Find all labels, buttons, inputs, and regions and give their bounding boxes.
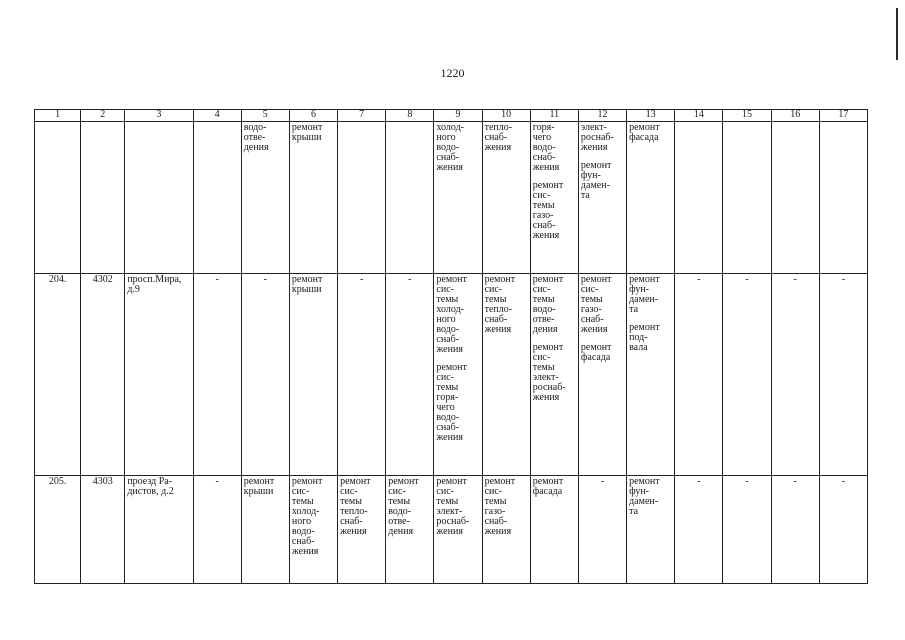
- column-number: 4: [193, 110, 241, 122]
- table-cell: [578, 274, 626, 476]
- column-number: 7: [338, 110, 386, 122]
- column-number: 10: [482, 110, 530, 122]
- table-row: [35, 476, 868, 584]
- table-cell: [819, 122, 867, 274]
- table-cell: [434, 122, 482, 274]
- table-cell: [627, 476, 675, 584]
- cell-entry: проезд Ра- дистов, д.2: [127, 476, 174, 497]
- table-cell: [289, 274, 337, 476]
- cell-entry: ремонт сис- темы газо- снаб- жения: [484, 476, 516, 537]
- table-cell: [723, 122, 771, 274]
- table-cell: [386, 122, 434, 274]
- scan-edge-mark: [896, 8, 898, 60]
- cell-entry: ремонт сис- темы тепло- снаб- жения: [340, 476, 371, 537]
- table-cell: [81, 476, 125, 584]
- table-cell: [482, 476, 530, 584]
- cell-entry: -: [841, 274, 846, 285]
- cell-entry: холод- ного водо- снаб- жения: [436, 122, 465, 173]
- table-row: [35, 274, 868, 476]
- page-number: 1220: [440, 66, 465, 80]
- column-number: 5: [241, 110, 289, 122]
- repair-table: [34, 109, 868, 584]
- column-number: 3: [125, 110, 193, 122]
- cell-entry: ремонт фасада: [580, 342, 612, 363]
- table-cell: [530, 476, 578, 584]
- column-number: 15: [723, 110, 771, 122]
- column-number-row: [35, 110, 868, 122]
- cell-entry: ремонт крыши: [291, 274, 323, 295]
- table-cell: [771, 274, 819, 476]
- cell-entry: -: [745, 274, 749, 285]
- table-cell: [241, 274, 289, 476]
- table-cell: [35, 274, 81, 476]
- table-cell: [338, 476, 386, 584]
- cell-entry: -: [263, 274, 267, 285]
- table-cell: [675, 122, 723, 274]
- table-cell: [35, 122, 81, 274]
- column-number: 16: [771, 110, 819, 122]
- cell-entry: -: [841, 476, 846, 487]
- cell-entry: ремонт фун- дамен- та: [580, 160, 612, 201]
- table-cell: [289, 122, 337, 274]
- table-cell: [819, 274, 867, 476]
- cell-entry: 4302: [92, 274, 113, 285]
- table-cell: [578, 476, 626, 584]
- cell-entry: ремонт фун- дамен- та: [629, 476, 660, 517]
- table-cell: [819, 476, 867, 584]
- column-number: 9: [434, 110, 482, 122]
- cell-entry: ремонт крыши: [291, 122, 323, 143]
- cell-entry: ремонт сис- темы холод- ного водо- снаб- жения: [291, 476, 323, 557]
- table-cell: [125, 274, 193, 476]
- cell-entry: ремонт фасада: [532, 476, 564, 497]
- table-cell: [434, 476, 482, 584]
- cell-entry: ремонт сис- темы элект- роснаб- жения: [436, 476, 470, 537]
- table-cell: [35, 476, 81, 584]
- table-cell: [771, 122, 819, 274]
- table-cell: [627, 122, 675, 274]
- cell-entry: ремонт сис- темы водо- отве- дения: [532, 274, 564, 335]
- column-number: 1: [35, 110, 81, 122]
- cell-entry: ремонт сис- темы холод- ного водо- снаб- жения: [436, 274, 467, 355]
- table-cell: [125, 122, 193, 274]
- cell-entry: ремонт сис- темы водо- отве- дения: [388, 476, 419, 537]
- table-cell: [434, 274, 482, 476]
- cell-entry: ремонт сис- темы элект- роснаб- жения: [532, 342, 566, 403]
- table-cell: [627, 274, 675, 476]
- table-cell: [81, 122, 125, 274]
- column-number: 13: [627, 110, 675, 122]
- column-number: 12: [578, 110, 626, 122]
- cell-entry: ремонт сис- темы газо- снаб- жения: [532, 180, 564, 241]
- cell-entry: 4303: [92, 476, 113, 487]
- cell-entry: -: [697, 274, 701, 285]
- cell-entry: ремонт сис- темы тепло- снаб- жения: [484, 274, 516, 335]
- cell-entry: горя- чего водо- снаб- жения: [532, 122, 560, 173]
- table-row: [35, 122, 868, 274]
- table-cell: [530, 274, 578, 476]
- table-cell: [241, 476, 289, 584]
- cell-entry: тепло- снаб- жения: [484, 122, 513, 153]
- table-cell: [578, 122, 626, 274]
- cell-entry: -: [408, 274, 412, 285]
- table-cell: [482, 274, 530, 476]
- cell-entry: 205.: [48, 476, 67, 487]
- column-number: 2: [81, 110, 125, 122]
- cell-entry: ремонт сис- темы горя- чего водо- снаб- жения: [436, 362, 467, 443]
- table-cell: [193, 274, 241, 476]
- table-cell: [338, 122, 386, 274]
- table-cell: [386, 274, 434, 476]
- table-cell: [193, 476, 241, 584]
- table-cell: [81, 274, 125, 476]
- table-cell: [386, 476, 434, 584]
- table-cell: [723, 274, 771, 476]
- column-number: 11: [530, 110, 578, 122]
- column-number: 6: [289, 110, 337, 122]
- cell-entry: ремонт под- вала: [629, 322, 660, 353]
- table-cell: [675, 274, 723, 476]
- table-cell: [530, 122, 578, 274]
- table-cell: [675, 476, 723, 584]
- column-number: 14: [675, 110, 723, 122]
- table-cell: [193, 122, 241, 274]
- cell-entry: -: [600, 476, 605, 487]
- table-cell: [771, 476, 819, 584]
- cell-entry: водо- отве- дения: [243, 122, 269, 153]
- table-cell: [241, 122, 289, 274]
- table-cell: [723, 476, 771, 584]
- column-number: 17: [819, 110, 867, 122]
- table-cell: [289, 476, 337, 584]
- column-number: 8: [386, 110, 434, 122]
- cell-entry: ремонт фун- дамен- та: [629, 274, 660, 315]
- cell-entry: ремонт фасада: [629, 122, 660, 143]
- cell-entry: -: [793, 476, 797, 487]
- cell-entry: -: [697, 476, 701, 487]
- cell-entry: 204.: [48, 274, 67, 285]
- cell-entry: просп.Мира, д.9: [127, 274, 182, 295]
- cell-entry: -: [215, 476, 219, 487]
- cell-entry: ремонт сис- темы газо- снаб- жения: [580, 274, 612, 335]
- cell-entry: элект- роснаб- жения: [580, 122, 614, 153]
- cell-entry: ремонт крыши: [243, 476, 275, 497]
- cell-entry: -: [745, 476, 749, 487]
- cell-entry: -: [215, 274, 219, 285]
- table-cell: [338, 274, 386, 476]
- cell-entry: -: [793, 274, 797, 285]
- table-cell: [125, 476, 193, 584]
- cell-entry: -: [359, 274, 364, 285]
- table-cell: [482, 122, 530, 274]
